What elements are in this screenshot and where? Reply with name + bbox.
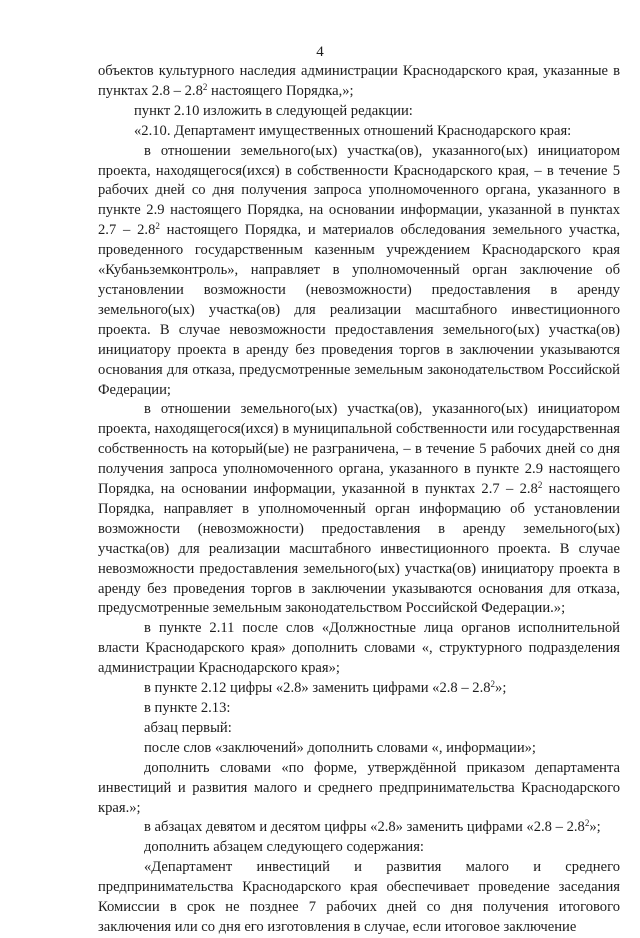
text-run: дополнить абзацем следующего содержания: (144, 839, 424, 856)
text-run: в пункте 2.11 после слов «Должностные лица органов исполнительной власти Краснодарского края» дополнить словами «, структурного подразделения администрации Краснодарского края»; (98, 620, 620, 677)
paragraph (98, 679, 620, 699)
text-run: «Департамент инвестиций и развития малого и среднего предпринимательства Краснодарского края обеспечивает проведение заседания Комиссии в срок не позднее 7 рабочих дней со дня получения итогового заключения или со дня его изготовления в случае, если итоговое заключение (98, 859, 620, 935)
text-run: настоящего Порядка, и материалов обследования земельного участка, проведенного государственным казенным учреждением Краснодарского края «Кубаньземконтроль», направляет в уполномоченный орган заключение об установлении возможности (невозможности) предоставления в аренду земельного(ых) участка(ов) для реализации масштабного инвестиционного проекта. В случае невозможности предоставления земельного(ых) участка(ов) инициатору проекта в аренду без проведения торгов в заключении указываются основания для отказа, предусмотренные земельным законодательством Российской Федерации; (98, 222, 620, 398)
text-run: настоящего Порядка,»; (207, 82, 354, 99)
superscript: 2 (537, 480, 543, 491)
text-run: в пункте 2.12 цифры «2.8» заменить цифрами «2.8 – 2.8 (144, 680, 491, 697)
text-run: пункт 2.10 изложить в следующей редакции: (134, 102, 413, 119)
document-body (98, 62, 620, 938)
paragraph (98, 619, 620, 679)
superscript: 2 (584, 818, 590, 829)
paragraph (98, 818, 620, 838)
page-number: 4 (316, 44, 324, 60)
text-run: настоящего Порядка, направляет в уполномоченный орган информацию об установлении возможности (невозможности) предоставления в аренду земельного(ых) участка(ов) для реализации масштабного инвестиционного проекта. В случае невозможности предоставления земельного(ых) участка(ов) инициатору проекта в аренду без проведения торгов в заключении указываются основания для отказа, предусмотренные земельным законодательством Российской Федерации.»; (98, 481, 620, 617)
paragraph (98, 759, 620, 819)
text-run: в отношении земельного(ых) участка(ов), указанного(ых) инициатором проекта, находящегося(ихся) в собственности Краснодарского края, – в течение 5 рабочих дней со дня получения запроса уполномоченного органа, указанного в пункте 2.9 настоящего Порядка, на основании информации, указанной в пунктах 2.7 – 2.8 (98, 142, 620, 239)
text-run: объектов культурного наследия администрации Краснодарского края, указанные в пунктах 2.8 – 2.8 (98, 63, 620, 99)
paragraph (98, 102, 620, 122)
paragraph (98, 62, 620, 102)
superscript: 2 (490, 679, 496, 690)
text-run: после слов «заключений» дополнить словами «, информации»; (144, 739, 536, 756)
paragraph (98, 400, 620, 619)
text-run: в абзацах девятом и десятом цифры «2.8» заменить цифрами «2.8 – 2.8 (144, 819, 585, 836)
paragraph (98, 838, 620, 858)
text-run: в пункте 2.13: (144, 700, 231, 716)
paragraph (98, 739, 620, 759)
text-run: абзац первый: (144, 719, 232, 736)
superscript: 2 (155, 221, 160, 232)
paragraph (98, 699, 620, 719)
text-run: »; (589, 819, 601, 836)
paragraph (98, 122, 620, 142)
paragraph (98, 719, 620, 739)
superscript: 2 (202, 81, 208, 92)
text-run: в отношении земельного(ых) участка(ов), указанного(ых) инициатором проекта, находящегося(ихся) в муниципальной собственности или государственная собственность на который(ые) не разграничена, – в течение 5 рабочих дней со дня получения запроса уполномоченного органа, указанного в пункте 2.9 настоящего Порядка, на основании информации, указанной в пунктах 2.7 – 2.8 (98, 401, 620, 498)
text-run: «2.10. Департамент имущественных отношений Краснодарского края: (134, 122, 572, 139)
paragraph (98, 142, 620, 401)
text-run: дополнить словами «по форме, утверждённой приказом департамента инвестиций и развития малого и среднего предпринимательства Краснодарского края.»; (98, 759, 620, 816)
paragraph (98, 858, 620, 938)
text-run: »; (495, 680, 507, 697)
